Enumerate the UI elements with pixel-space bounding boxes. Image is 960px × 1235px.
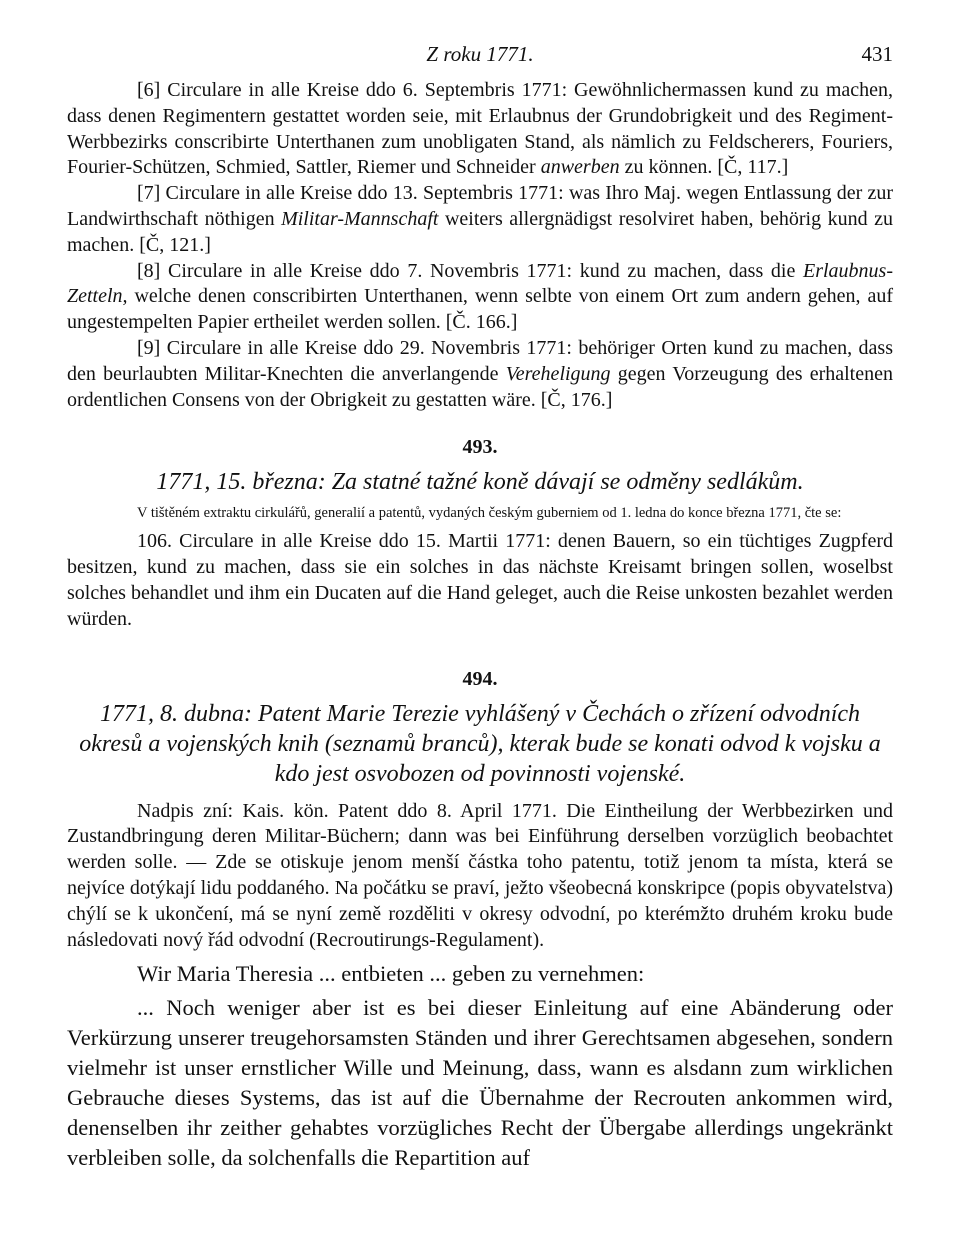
circular-9-tail: gegen Vorzeugung des erhaltenen ordentlichen Consens von der Obrigkeit zu gestatten wäre. [Č, 176.]	[67, 362, 893, 411]
document-493-heading: 1771, 15. března: Za statné tažné koně dávají se odměny sedlákům.	[156, 469, 804, 496]
document-494-body: ... Noch weniger aber ist es bei dieser Einleitung auf eine Abänderung oder Verkürzung unserer treugehorsamsten Ständen und ihrer Gerechtsamen abgesehen, sondern vielmehr ist unser ernstlicher Wille und Meinung, dass, wann es alsdann zum wirklichen Gebrauche dieses Systems, das ist auf die Übernahme der Recrouten ankommen wird, denenselben ihr zeither gehabtes vorzügliches Recht der Übergabe allerdings ungekränkt verbleiben solle, da solchenfalls die Repartition auf	[67, 995, 893, 1171]
page-number: 431	[861, 42, 893, 66]
document-493-body: 106. Circulare in alle Kreise ddo 15. Martii 1771: denen Bauern, so ein tüchtiges Zugpferd besitzen, kund zu machen, dass sie ein solches in das nächste Kreisamt bringen sollen, woselbst solches behandlet und ihm ein Ducaten auf die Hand geleget, auch die Reise unkosten bezahlet werden würden.	[67, 530, 893, 630]
circular-8-text: [8] Circulare in alle Kreise ddo 7. Novembris 1771: kund zu machen, dass die	[137, 259, 803, 282]
running-title: Z roku 1771.	[426, 42, 534, 66]
circular-7-paragraph	[67, 181, 893, 258]
circular-9-paragraph	[67, 336, 893, 413]
circular-6-text: [6] Circulare in alle Kreise ddo 6. Septembris 1771: Gewöhnlichermassen kund zu machen, dass denen Regimentern gestattet worden seie, mit Erlaubnus der Grundobrigkeit und des Regiment-Werbbezirks conscribirte Unterthanen zum unobligaten Stand, als nämlich zu Feldscherers, Fouriers, Fourier-Schützen, Schmied, Sattler, Riemer und Schneider	[67, 79, 893, 179]
circular-8-tail: welche denen conscribirten Unterthanen, wenn selbte von einem Ort zum andern gehen, auf ungestempelten Papier ertheilet werden sollen. [Č. 166.]	[67, 285, 893, 334]
circular-8-emphasis: Erlaubnus-Zetteln,	[67, 259, 893, 308]
circular-6-paragraph	[67, 78, 893, 181]
circular-7-tail: weiters allergnädigst resolviret haben, behörig kund zu machen. [Č, 121.]	[67, 207, 893, 256]
circular-6-emphasis: anwerben	[540, 156, 620, 179]
circular-9-emphasis: Vereheligung	[505, 362, 611, 385]
document-494-note: Nadpis zní: Kais. kön. Patent ddo 8. April 1771. Die Eintheilung der Werbbezirken und Zustandbringung deren Militar-Büchern; dann was bei Einführung derselben vorzüglich beobachtet werden solle. — Zde se otiskuje jenom menší částka toho patentu, totiž jenom ta místa, která se nejvíce dotýkají lidu poddaného. Na počátku se praví, ježto všeobecná konskripce (popis obyvatelstva) chýlí se k ukončení, má se nyní země rozděliti v okresy odvodní, po kterémžto druhém kroku bude následovati nový řád odvodní (Recroutirungs-Regulament).	[67, 799, 893, 951]
circular-9-text: [9] Circulare in alle Kreise ddo 29. Novembris 1771: behöriger Orten kund zu machen, dass den beurlaubten Militar-Knechten die anverlangende	[67, 336, 893, 385]
circular-7-text: [7] Circulare in alle Kreise ddo 13. Septembris 1771: was Ihro Maj. wegen Entlassung der zur Landwirthschaft nöthigen	[67, 182, 893, 230]
book-page	[67, 36, 893, 1173]
page-header	[67, 36, 893, 78]
document-493-number: 493.	[462, 436, 498, 459]
document-493-note: V tištěném extraktu cirkulářů, generalií a patentů, vydaných českým guberniem od 1. ledna do konce března 1771, čte se:	[137, 505, 842, 522]
circular-6-tail: zu können. [Č, 117.]	[619, 156, 789, 179]
document-494-heading: 1771, 8. dubna: Patent Marie Terezie vyhlášený v Čechách o zřízení odvodních okresů a vojenských knih (seznamů branců), kterak bude se konati odvod k vojsku a kdo jest osvobozen od povinnosti vojenské.	[79, 700, 881, 787]
document-494-number: 494.	[462, 667, 498, 690]
circular-8-paragraph	[67, 259, 893, 336]
document-494-intro: Wir Maria Theresia ... entbieten ... geben zu vernehmen:	[137, 961, 645, 987]
circular-7-emphasis: Militar-Mannschaft	[281, 207, 439, 230]
